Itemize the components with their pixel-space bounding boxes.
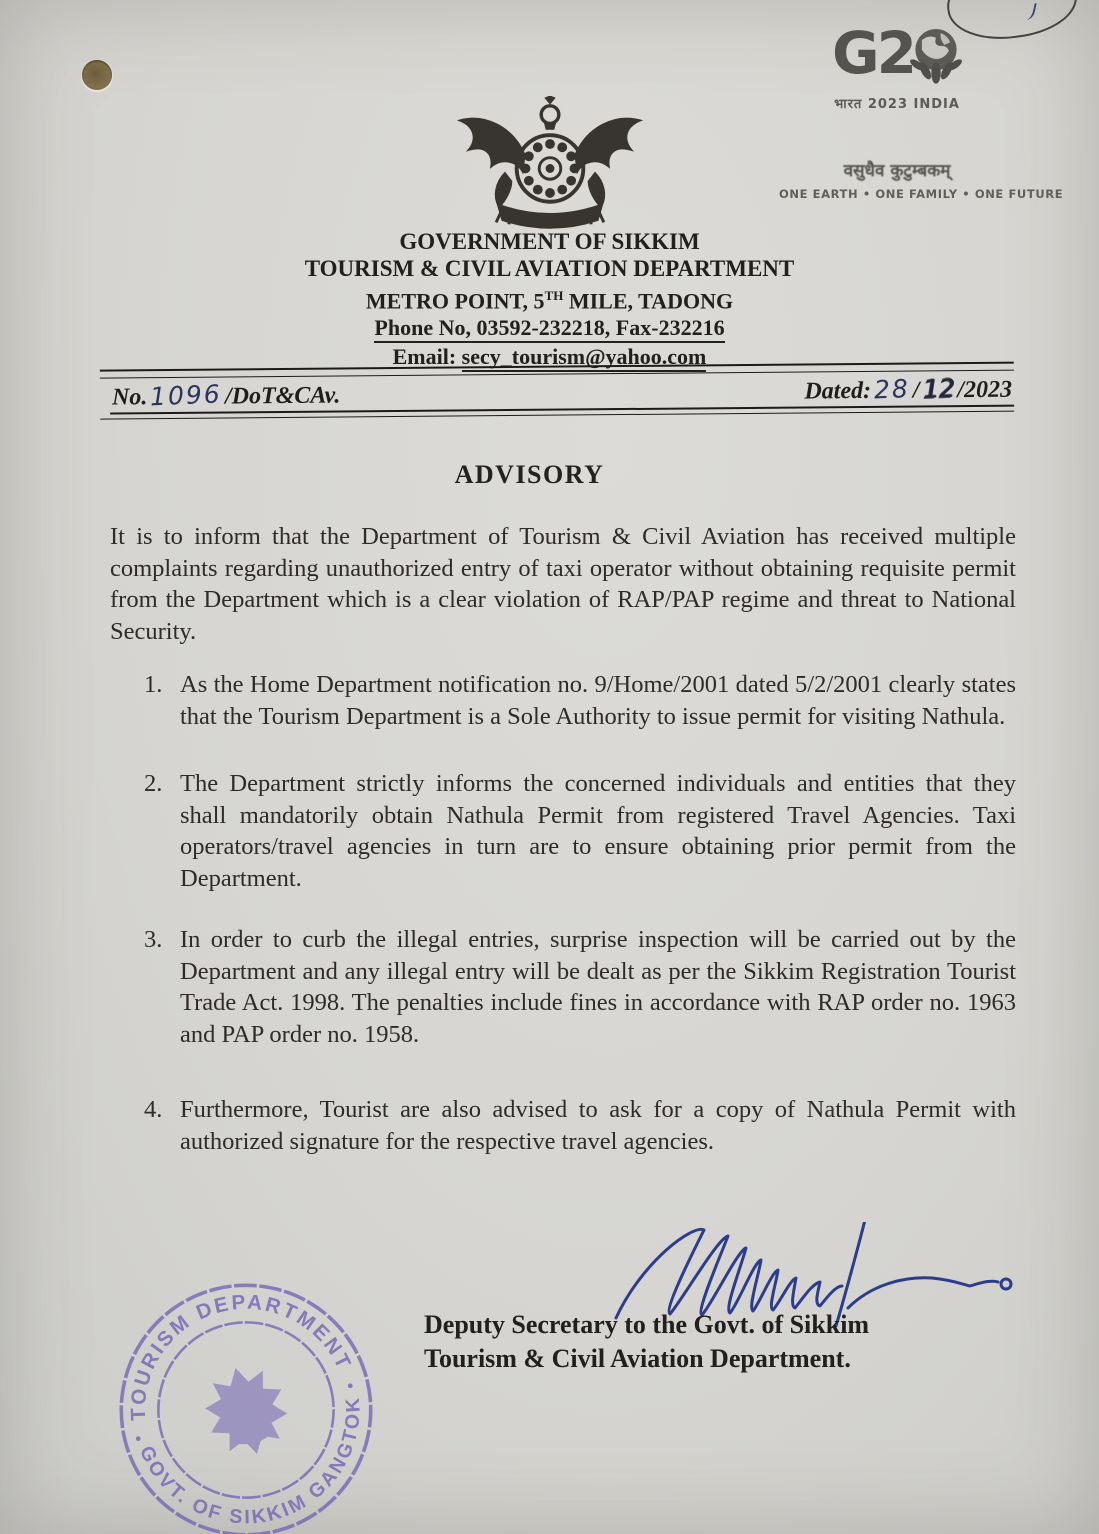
document-title: ADVISORY — [454, 460, 605, 489]
handwritten-month: 12 — [921, 373, 955, 404]
email-label: Email: — [392, 344, 462, 370]
stamp-top-text: TOURISM DEPARTMENT — [126, 1290, 357, 1422]
sikkim-state-emblem-icon — [441, 96, 659, 238]
list-item — [110, 768, 1016, 894]
list-item-text: Furthermore, Tourist are also advised to ask for a copy of Nathula Permit with authorized signature for the respective travel agencies. — [180, 1096, 1016, 1155]
svg-text:•: • — [345, 1376, 358, 1396]
letterhead-phone: Phone No, 03592-232218, Fax-232216 — [0, 314, 1099, 342]
letterhead-department: TOURISM & CIVIL AVIATION DEPARTMENT — [304, 256, 795, 281]
tourism-department-stamp — [84, 1248, 409, 1534]
list-item-text: As the Home Department notification no. 9/Home/2001 dated 5/2/2001 clearly states that the Tourism Department is a Sole Authority to issue permit for visiting Nathula. — [180, 671, 1016, 730]
reference-block — [14, 362, 1014, 421]
document-body — [110, 521, 1016, 1157]
g20-english-tagline: ONE EARTH • ONE FAMILY • ONE FUTURE — [779, 187, 1064, 201]
letterhead-government: GOVERNMENT OF SIKKIM — [399, 229, 700, 254]
g20-bharat-line: भारत 2023 INDIA — [834, 97, 960, 112]
list-item — [110, 924, 1016, 1050]
list-item-number: 2. — [144, 770, 163, 797]
list-item-number: 3. — [144, 926, 163, 953]
stamp-center-emblem-icon — [198, 1359, 295, 1464]
list-item-number: 4. — [144, 1096, 163, 1123]
g20-logo-text: G2 — [832, 19, 914, 87]
g20-sanskrit-motto: वसुधैव कुटुम्बकम् — [843, 161, 951, 181]
handwritten-day: 28 — [873, 373, 911, 405]
list-item-text: The Department strictly informs the concerned individuals and entities that they shall mandatorily obtain Nathula Permit from registered Travel Agencies. Taxi operators/travel agencies in turn are to ensure obtaining prior permit from the Department. — [180, 770, 1016, 892]
email-address: secy_tourism@yahoo.com — [462, 344, 707, 372]
reference-number: No.1096/DoT&CAv. — [111, 379, 341, 412]
letterhead — [0, 228, 1099, 371]
g20-logo-block — [779, 19, 1064, 201]
svg-text:•: • — [133, 1429, 146, 1449]
signatory-department: Tourism & Civil Aviation Department. — [424, 1344, 851, 1373]
stamp-bottom-text: GOVT. OF SIKKIM GANGTOK — [134, 1394, 365, 1529]
handwritten-ref-number: 1096 — [149, 379, 223, 412]
list-item-number: 1. — [144, 671, 163, 698]
letterhead-address: METRO POINT, 5TH MILE, TADONG — [365, 288, 734, 314]
signatory-title: Deputy Secretary to the Govt. of Sikkim — [424, 1310, 870, 1339]
list-item — [110, 669, 1016, 732]
g20-globe-lotus-icon — [910, 26, 962, 92]
punch-hole — [82, 60, 112, 90]
signatory-block — [424, 1308, 869, 1376]
list-item — [110, 1094, 1016, 1157]
intro-paragraph: It is to inform that the Department of Tourism & Civil Aviation has received multiple complaints regarding unauthorized entry of taxi operator without obtaining requisite permit from the Department which is a clear violation of RAP/PAP regime and threat to National Security. — [110, 523, 1016, 645]
reference-date: Dated:28/12/2023 — [804, 373, 1013, 405]
list-item-text: In order to curb the illegal entries, surprise inspection will be carried out by the Department and any illegal entry will be dealt as per the Sikkim Registration Tourist Trade Act. 1998. The penalties include fines in accordance with RAP order no. 1963 and PAP order no. 1958. — [180, 926, 1016, 1048]
